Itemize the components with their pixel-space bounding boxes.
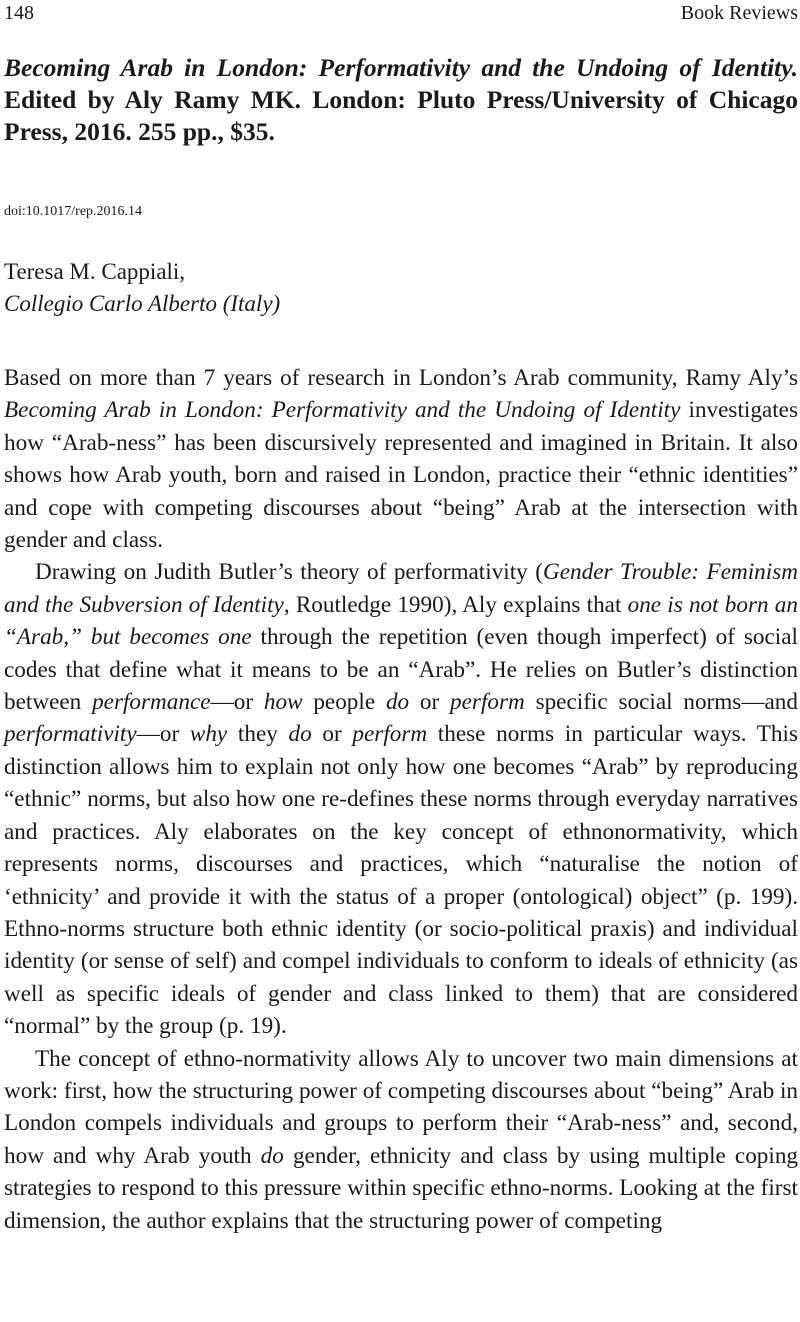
- p1-text-end: investigates how “Arab-ness” has been discursively represented and imagined in Britain. It also shows how Arab youth, born and raised in London, practice their “ethnic identities” and cope with competing discourses about “being” Arab at the intersection with gender and class.: [4, 397, 798, 554]
- reviewer-name: Teresa M. Cappiali,: [4, 259, 186, 284]
- p2-text: they: [227, 721, 289, 748]
- p2-italic-phrase: one is not born an “Arab,” but becomes one: [4, 591, 798, 651]
- p2-text: , Routledge 1990), Aly explains that: [283, 591, 628, 618]
- p1-italic-title: Becoming Arab in London: Performativity and the Undoing of Identity: [4, 397, 681, 424]
- p2-text: or: [311, 721, 353, 748]
- reviewer-affiliation: Collegio Carlo Alberto (Italy): [4, 291, 281, 316]
- p2-italic-term: performativity: [4, 721, 137, 748]
- p2-italic-term: why: [189, 721, 228, 748]
- p2-italic-term: performance: [92, 689, 211, 716]
- p2-text: specific social norms—and: [524, 689, 798, 716]
- p2-text: through the repetition (even though imperfect) of social codes that define what it means to be an “Arab”. He relies on Butler’s distinction between: [4, 624, 798, 716]
- p2-text-end: these norms in particular ways. This distinction allows him to explain not only how one becomes “Arab” by reproducing “ethnic” norms, but also how one re-defines these norms through everyday narratives and practices. Aly elaborates on the key concept of ethnonormativity, which represents norms, discourses and practices, which “naturalise the notion of ‘ethnicity’ and provide it with the status of a proper (ontological) object” (p. 199). Ethno-norms structure both ethnic identity (or socio-political praxis) and individual identity (or sense of self) and compel individuals to conform to ideals of ethnicity (as well as specific ideals of gender and class linked to them) that are considered “normal” by the group (p. 19).: [4, 721, 798, 1040]
- page-number: 148: [4, 2, 34, 24]
- p1-text: Based on more than 7 years of research in London’s Arab community, Ramy Aly’s: [4, 365, 798, 391]
- p3-italic-term: do: [260, 1142, 284, 1169]
- p3-text: The concept of ethno-normativity allows Aly to uncover two main dimensions at work: first, how the structuring power of competing discourses about “being” Arab in London compels individuals and groups to perform their “Arab-ness” and, second, how and why Arab youth: [4, 1045, 798, 1169]
- publication-info: Edited by Aly Ramy MK. London: Pluto Press/University of Chicago Press, 2016. 255 pp., $35.: [4, 85, 798, 146]
- p2-italic-term: do: [288, 721, 312, 748]
- p2-italic-title: Gender Trouble: Feminism and the Subversion of Identity: [4, 559, 798, 618]
- review-header: [4, 52, 798, 148]
- p2-italic-term: how: [263, 689, 303, 716]
- section-title: Book Reviews: [680, 2, 798, 24]
- p2-text: —or: [210, 689, 264, 716]
- paragraph-1: [4, 362, 798, 556]
- running-head: [4, 1, 798, 27]
- reviewer-block: [4, 256, 280, 320]
- doi: doi:10.1017/rep.2016.14: [4, 204, 143, 219]
- paragraph-3: [4, 1043, 798, 1237]
- p2-text: Drawing on Judith Butler’s theory of performativity (: [35, 559, 543, 586]
- p2-italic-term: do: [385, 689, 410, 716]
- p2-italic-term: perform: [352, 721, 428, 748]
- p2-text: —or: [136, 721, 190, 748]
- paragraph-2: [4, 556, 798, 1042]
- p2-text: or: [409, 689, 451, 716]
- book-title: Becoming Arab in London: Performativity and the Undoing of Identity.: [4, 53, 798, 82]
- p2-italic-term: perform: [450, 689, 525, 716]
- p2-text: people: [302, 689, 386, 716]
- p3-text-end: gender, ethnicity and class by using multiple coping strategies to respond to this pressure within specific ethno-norms. Looking at the first dimension, the author explains that the structuring power of competing: [4, 1142, 799, 1234]
- review-body: [4, 362, 798, 1237]
